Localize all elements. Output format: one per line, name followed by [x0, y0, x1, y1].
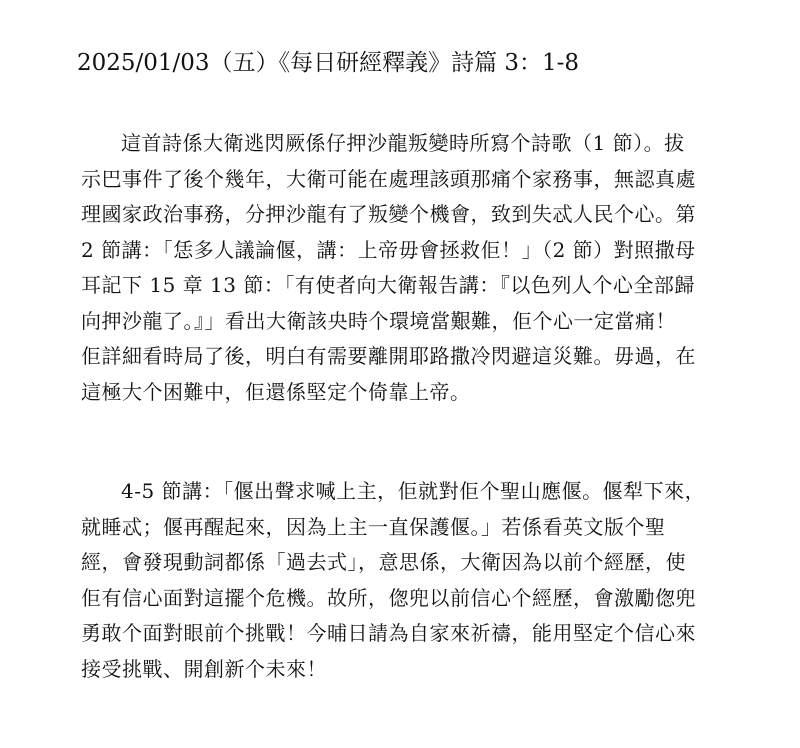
paragraph-line: 這首詩係大衛逃閃厥係仔押沙龍叛變時所寫个詩歌（1 節）。拔 — [121, 131, 685, 155]
paragraph-line: 就睡忒；偃再醒起來，因為上主一直保護偃。」若係看英文版个聖 — [81, 514, 666, 539]
paragraph-line: 示巴事件了後个幾年，大衛可能在處理該頭那痛个家務事，無認真處 — [81, 166, 696, 191]
paragraph-1 — [81, 126, 761, 410]
paragraph-line: 勇敢个面對眼前个挑戰！今晡日請為自家來祈禱，能用堅定个信心來 — [81, 621, 696, 645]
paragraph-line: 接受挑戰、開創新个未來！ — [81, 656, 327, 681]
paragraph-line: 佢詳細看時局了後，明白有需要離開耶路撒冷閃避這災難。毋過，在 — [81, 344, 696, 368]
paragraph-line: 向押沙龍了。』」看出大衛該央時个環境當艱難，佢个心一定當痛！ — [81, 308, 676, 333]
paragraph-line: 這極大个困難中，佢還係堅定个倚靠上帝。 — [81, 379, 471, 404]
paragraph-2 — [81, 474, 761, 687]
paragraph-line: 經，會發現動詞都係「過去式」，意思係，大衛因為以前个經歷，使 — [81, 550, 686, 574]
paragraph-line: 佢有信心面對這擺个危機。故所，偬兜以前信心个經歷，會激勵偬兜 — [81, 585, 696, 610]
paragraph-line: 4-5 節講：「偃出聲求喊上主，佢就對佢个聖山應偃。偃犁下來， — [121, 479, 706, 503]
paragraph-line: 2 節講：「恁多人議論偃，講：上帝毋會拯救佢！」（2 節）對照撒母 — [81, 237, 696, 262]
document-title: 2025/01/03（五）《每日研經釋義》詩篇 3：1-8 — [77, 50, 580, 76]
paragraph-line: 理國家政治事務，分押沙龍有了叛變个機會，致到失忒人民个心。第 — [81, 202, 696, 226]
paragraph-line: 耳記下 15 章 13 節：「有使者向大衛報告講：『以色列人个心全部歸 — [81, 273, 695, 297]
